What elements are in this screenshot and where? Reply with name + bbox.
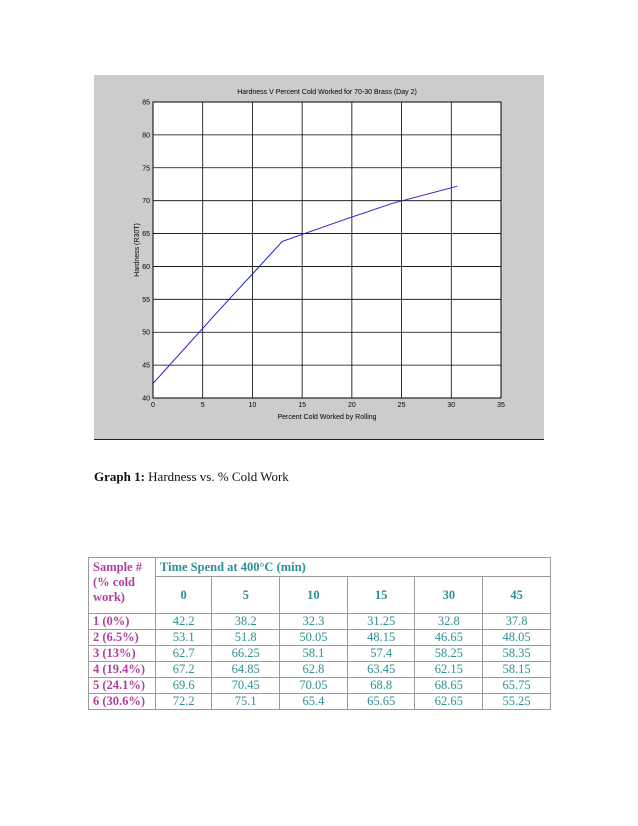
x-tick-label: 25 <box>397 402 406 409</box>
table-cell: 32.3 <box>280 614 348 630</box>
chart-figure <box>94 75 544 440</box>
table-row <box>89 646 551 662</box>
table-cell: 75.1 <box>212 694 280 710</box>
table-cell: 65.75 <box>483 678 551 694</box>
time-group-header: Time Spend at 400°C (min) <box>156 558 551 577</box>
y-tick-label: 70 <box>142 198 150 206</box>
table-cell: 31.25 <box>347 614 415 630</box>
table-cell: 58.1 <box>280 646 348 662</box>
table-cell: 70.45 <box>212 678 280 694</box>
table-cell: 42.2 <box>156 614 212 630</box>
y-tick-label: 85 <box>142 99 150 107</box>
table-cell: 65.4 <box>280 694 348 710</box>
table-row <box>89 630 551 646</box>
chart-title: Hardness V Percent Cold Worked for 70-30 Brass (Day 2) <box>237 89 417 96</box>
table-cell: 64.85 <box>212 662 280 678</box>
table-cell: 51.8 <box>212 630 280 646</box>
table-cell: 63.45 <box>347 662 415 678</box>
row-label: 5 (24.1%) <box>89 678 156 694</box>
x-tick-label: 15 <box>298 402 307 409</box>
table-cell: 46.65 <box>415 630 483 646</box>
caption-text: Hardness vs. % Cold Work <box>148 469 289 484</box>
y-tick-label: 75 <box>142 165 150 173</box>
row-label: 1 (0%) <box>89 614 156 630</box>
y-tick-label: 80 <box>142 132 150 140</box>
row-label: 4 (19.4%) <box>89 662 156 678</box>
table-cell: 69.6 <box>156 678 212 694</box>
table-row <box>89 694 551 710</box>
sample-header: Sample # (% cold work) <box>89 558 156 614</box>
table-cell: 37.8 <box>483 614 551 630</box>
y-tick-label: 60 <box>142 263 150 271</box>
table-cell: 53.1 <box>156 630 212 646</box>
x-tick-label: 20 <box>347 402 356 409</box>
x-tick-label: 5 <box>200 402 205 409</box>
x-tick-label: 35 <box>497 402 505 409</box>
time-header-15: 15 <box>347 577 415 614</box>
table-cell: 48.05 <box>483 630 551 646</box>
table-cell: 48.15 <box>347 630 415 646</box>
table-cell: 66.25 <box>212 646 280 662</box>
row-label: 2 (6.5%) <box>89 630 156 646</box>
table-cell: 55.25 <box>483 694 551 710</box>
table-cell: 62.15 <box>415 662 483 678</box>
x-axis-label: Percent Cold Worked by Rolling <box>277 414 377 421</box>
table-cell: 72.2 <box>156 694 212 710</box>
y-tick-label: 65 <box>142 231 150 239</box>
table-cell: 50.05 <box>280 630 348 646</box>
y-axis-label: Hardness (R30T) <box>134 223 141 277</box>
time-header-30: 30 <box>415 577 483 614</box>
table-cell: 68.65 <box>415 678 483 694</box>
y-tick-label: 55 <box>142 296 150 304</box>
x-tick-label: 0 <box>151 402 155 409</box>
y-tick-label: 50 <box>142 329 150 337</box>
table-cell: 67.2 <box>156 662 212 678</box>
plot-area <box>153 102 501 398</box>
x-tick-label: 30 <box>447 402 456 409</box>
row-label: 3 (13%) <box>89 646 156 662</box>
table-cell: 58.15 <box>483 662 551 678</box>
table-row <box>89 662 551 678</box>
time-header-45: 45 <box>483 577 551 614</box>
table-cell: 32.8 <box>415 614 483 630</box>
chart-svg <box>94 75 544 439</box>
time-header-5: 5 <box>212 577 280 614</box>
table-cell: 62.8 <box>280 662 348 678</box>
table-body <box>89 614 551 710</box>
table-cell: 58.25 <box>415 646 483 662</box>
graph-caption <box>94 469 289 485</box>
table-row <box>89 614 551 630</box>
table-cell: 68.8 <box>347 678 415 694</box>
y-tick-label: 45 <box>142 362 150 370</box>
table-cell: 62.65 <box>415 694 483 710</box>
table-cell: 57.4 <box>347 646 415 662</box>
table-cell: 58.35 <box>483 646 551 662</box>
time-header-row <box>89 577 551 614</box>
hardness-table <box>88 557 551 710</box>
table-cell: 62.7 <box>156 646 212 662</box>
table-cell: 65.65 <box>347 694 415 710</box>
row-label: 6 (30.6%) <box>89 694 156 710</box>
caption-label: Graph 1: <box>94 469 145 484</box>
x-tick-label: 10 <box>248 402 257 409</box>
table-row <box>89 678 551 694</box>
y-tick-label: 40 <box>142 395 150 403</box>
table-cell: 70.05 <box>280 678 348 694</box>
time-header-0: 0 <box>156 577 212 614</box>
table-cell: 38.2 <box>212 614 280 630</box>
time-header-10: 10 <box>280 577 348 614</box>
